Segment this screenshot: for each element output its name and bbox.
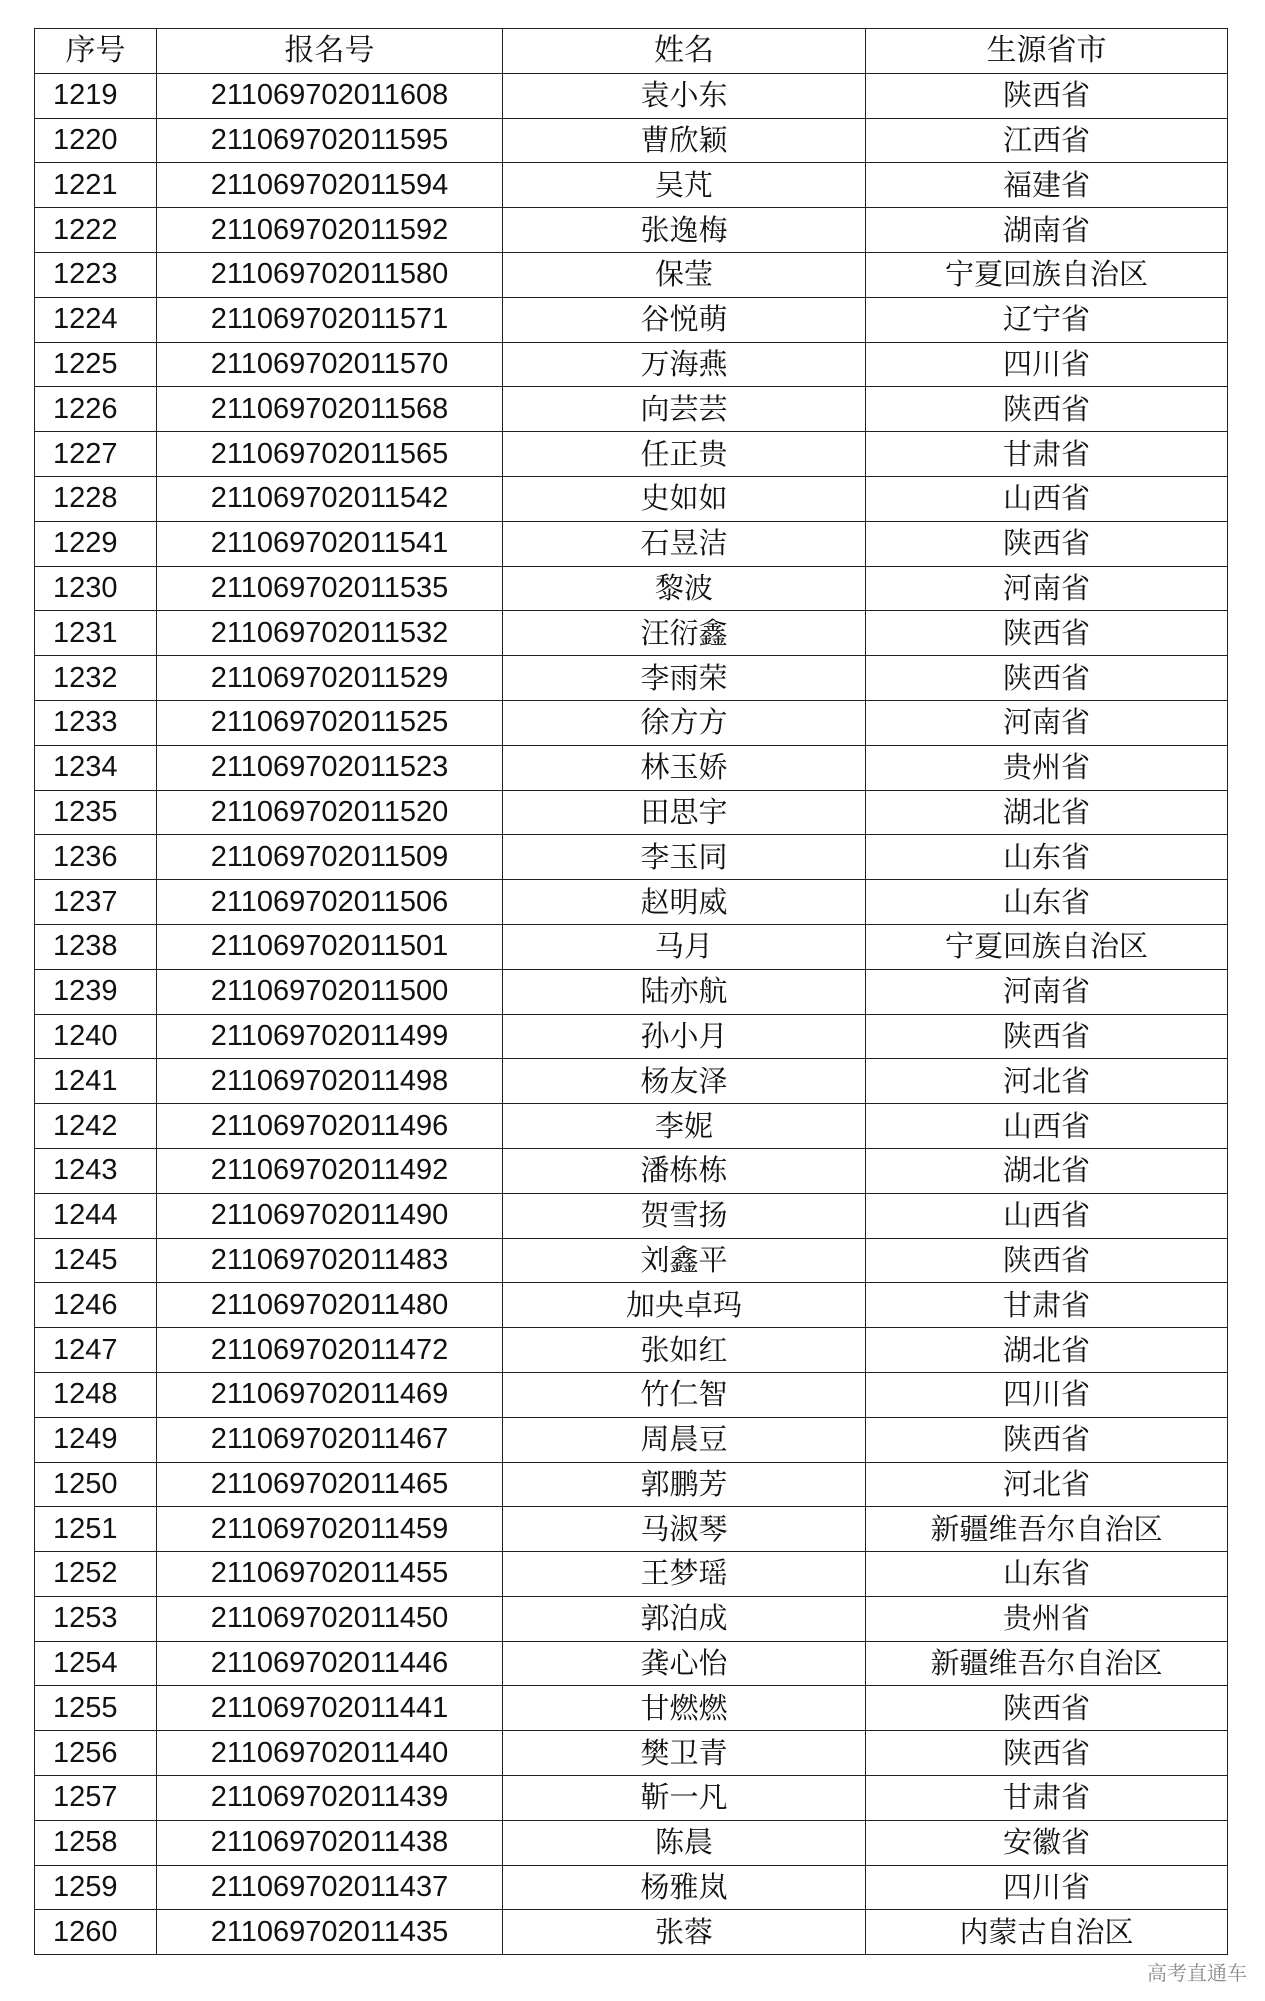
name-cell: 田思宇 <box>503 790 866 835</box>
reg-no-cell: 211069702011568 <box>157 387 503 432</box>
name-cell: 谷悦萌 <box>503 297 866 342</box>
origin-cell: 陕西省 <box>866 1014 1228 1059</box>
header-name: 姓名 <box>503 29 866 74</box>
seq-cell: 1258 <box>35 1820 157 1865</box>
table-row <box>35 1328 1228 1373</box>
reg-no-cell: 211069702011459 <box>157 1507 503 1552</box>
table-row <box>35 1462 1228 1507</box>
origin-cell: 陕西省 <box>866 1686 1228 1731</box>
reg-no-cell: 211069702011570 <box>157 342 503 387</box>
reg-no-cell: 211069702011500 <box>157 969 503 1014</box>
table-row <box>35 297 1228 342</box>
name-cell: 加央卓玛 <box>503 1283 866 1328</box>
reg-no-cell: 211069702011472 <box>157 1328 503 1373</box>
reg-no-cell: 211069702011446 <box>157 1641 503 1686</box>
seq-cell: 1255 <box>35 1686 157 1731</box>
reg-no-cell: 211069702011525 <box>157 700 503 745</box>
admission-list-table <box>34 28 1228 1955</box>
table-row <box>35 656 1228 701</box>
name-cell: 曹欣颖 <box>503 118 866 163</box>
name-cell: 吴芃 <box>503 163 866 208</box>
name-cell: 龚心怡 <box>503 1641 866 1686</box>
table-row <box>35 432 1228 477</box>
seq-cell: 1236 <box>35 835 157 880</box>
name-cell: 靳一凡 <box>503 1776 866 1821</box>
table-row <box>35 1910 1228 1955</box>
table-row <box>35 1641 1228 1686</box>
reg-no-cell: 211069702011498 <box>157 1059 503 1104</box>
origin-cell: 山东省 <box>866 880 1228 925</box>
origin-cell: 甘肃省 <box>866 432 1228 477</box>
name-cell: 李妮 <box>503 1104 866 1149</box>
reg-no-cell: 211069702011535 <box>157 566 503 611</box>
table-row <box>35 521 1228 566</box>
name-cell: 贺雪扬 <box>503 1193 866 1238</box>
reg-no-cell: 211069702011467 <box>157 1417 503 1462</box>
reg-no-cell: 211069702011506 <box>157 880 503 925</box>
origin-cell: 新疆维吾尔自治区 <box>866 1507 1228 1552</box>
seq-cell: 1225 <box>35 342 157 387</box>
seq-cell: 1259 <box>35 1865 157 1910</box>
reg-no-cell: 211069702011595 <box>157 118 503 163</box>
name-cell: 陈晨 <box>503 1820 866 1865</box>
origin-cell: 湖南省 <box>866 208 1228 253</box>
table-row <box>35 1417 1228 1462</box>
origin-cell: 陕西省 <box>866 1238 1228 1283</box>
origin-cell: 四川省 <box>866 1372 1228 1417</box>
name-cell: 杨雅岚 <box>503 1865 866 1910</box>
header-seq: 序号 <box>35 29 157 74</box>
origin-cell: 河南省 <box>866 566 1228 611</box>
origin-cell: 贵州省 <box>866 1596 1228 1641</box>
name-cell: 徐方方 <box>503 700 866 745</box>
origin-cell: 湖北省 <box>866 790 1228 835</box>
reg-no-cell: 211069702011541 <box>157 521 503 566</box>
seq-cell: 1242 <box>35 1104 157 1149</box>
table-row <box>35 208 1228 253</box>
seq-cell: 1239 <box>35 969 157 1014</box>
name-cell: 孙小月 <box>503 1014 866 1059</box>
seq-cell: 1220 <box>35 118 157 163</box>
table-body <box>35 73 1228 1954</box>
table-row <box>35 1776 1228 1821</box>
name-cell: 袁小东 <box>503 73 866 118</box>
reg-no-cell: 211069702011523 <box>157 745 503 790</box>
table-row <box>35 1104 1228 1149</box>
name-cell: 黎波 <box>503 566 866 611</box>
reg-no-cell: 211069702011492 <box>157 1148 503 1193</box>
origin-cell: 宁夏回族自治区 <box>866 252 1228 297</box>
table-row <box>35 118 1228 163</box>
reg-no-cell: 211069702011435 <box>157 1910 503 1955</box>
reg-no-cell: 211069702011529 <box>157 656 503 701</box>
seq-cell: 1223 <box>35 252 157 297</box>
seq-cell: 1251 <box>35 1507 157 1552</box>
seq-cell: 1233 <box>35 700 157 745</box>
seq-cell: 1256 <box>35 1731 157 1776</box>
seq-cell: 1222 <box>35 208 157 253</box>
origin-cell: 山东省 <box>866 1552 1228 1597</box>
table-row <box>35 790 1228 835</box>
reg-no-cell: 211069702011542 <box>157 476 503 521</box>
seq-cell: 1230 <box>35 566 157 611</box>
origin-cell: 陕西省 <box>866 73 1228 118</box>
name-cell: 周晨豆 <box>503 1417 866 1462</box>
seq-cell: 1221 <box>35 163 157 208</box>
table-row <box>35 1238 1228 1283</box>
seq-cell: 1246 <box>35 1283 157 1328</box>
origin-cell: 四川省 <box>866 342 1228 387</box>
name-cell: 郭鹏芳 <box>503 1462 866 1507</box>
name-cell: 任正贵 <box>503 432 866 477</box>
seq-cell: 1234 <box>35 745 157 790</box>
reg-no-cell: 211069702011469 <box>157 1372 503 1417</box>
name-cell: 向芸芸 <box>503 387 866 432</box>
name-cell: 杨友泽 <box>503 1059 866 1104</box>
origin-cell: 四川省 <box>866 1865 1228 1910</box>
table-row <box>35 1865 1228 1910</box>
seq-cell: 1237 <box>35 880 157 925</box>
table-row <box>35 1686 1228 1731</box>
table-row <box>35 745 1228 790</box>
table-row <box>35 835 1228 880</box>
reg-no-cell: 211069702011501 <box>157 924 503 969</box>
table-row <box>35 163 1228 208</box>
table-row <box>35 700 1228 745</box>
name-cell: 潘栋栋 <box>503 1148 866 1193</box>
reg-no-cell: 211069702011465 <box>157 1462 503 1507</box>
header-origin: 生源省市 <box>866 29 1228 74</box>
name-cell: 郭泊成 <box>503 1596 866 1641</box>
reg-no-cell: 211069702011592 <box>157 208 503 253</box>
seq-cell: 1232 <box>35 656 157 701</box>
reg-no-cell: 211069702011571 <box>157 297 503 342</box>
table-row <box>35 1507 1228 1552</box>
table-row <box>35 611 1228 656</box>
reg-no-cell: 211069702011441 <box>157 1686 503 1731</box>
seq-cell: 1226 <box>35 387 157 432</box>
reg-no-cell: 211069702011439 <box>157 1776 503 1821</box>
name-cell: 赵明威 <box>503 880 866 925</box>
seq-cell: 1257 <box>35 1776 157 1821</box>
origin-cell: 河北省 <box>866 1462 1228 1507</box>
origin-cell: 河北省 <box>866 1059 1228 1104</box>
origin-cell: 山西省 <box>866 1104 1228 1149</box>
seq-cell: 1219 <box>35 73 157 118</box>
origin-cell: 安徽省 <box>866 1820 1228 1865</box>
name-cell: 陆亦航 <box>503 969 866 1014</box>
reg-no-cell: 211069702011450 <box>157 1596 503 1641</box>
name-cell: 王梦瑶 <box>503 1552 866 1597</box>
reg-no-cell: 211069702011483 <box>157 1238 503 1283</box>
name-cell: 万海燕 <box>503 342 866 387</box>
name-cell: 樊卫青 <box>503 1731 866 1776</box>
name-cell: 李雨荣 <box>503 656 866 701</box>
table-row <box>35 1059 1228 1104</box>
name-cell: 史如如 <box>503 476 866 521</box>
seq-cell: 1229 <box>35 521 157 566</box>
seq-cell: 1248 <box>35 1372 157 1417</box>
name-cell: 竹仁智 <box>503 1372 866 1417</box>
origin-cell: 陕西省 <box>866 611 1228 656</box>
table-row <box>35 1731 1228 1776</box>
name-cell: 汪衍鑫 <box>503 611 866 656</box>
table-row <box>35 566 1228 611</box>
origin-cell: 陕西省 <box>866 387 1228 432</box>
reg-no-cell: 211069702011438 <box>157 1820 503 1865</box>
reg-no-cell: 211069702011580 <box>157 252 503 297</box>
origin-cell: 新疆维吾尔自治区 <box>866 1641 1228 1686</box>
table-row <box>35 1820 1228 1865</box>
name-cell: 保莹 <box>503 252 866 297</box>
reg-no-cell: 211069702011490 <box>157 1193 503 1238</box>
seq-cell: 1252 <box>35 1552 157 1597</box>
reg-no-cell: 211069702011440 <box>157 1731 503 1776</box>
reg-no-cell: 211069702011437 <box>157 1865 503 1910</box>
table-row <box>35 73 1228 118</box>
seq-cell: 1228 <box>35 476 157 521</box>
origin-cell: 甘肃省 <box>866 1283 1228 1328</box>
reg-no-cell: 211069702011509 <box>157 835 503 880</box>
table-row <box>35 342 1228 387</box>
seq-cell: 1254 <box>35 1641 157 1686</box>
seq-cell: 1260 <box>35 1910 157 1955</box>
name-cell: 张蓉 <box>503 1910 866 1955</box>
table-row <box>35 880 1228 925</box>
table-row <box>35 969 1228 1014</box>
seq-cell: 1253 <box>35 1596 157 1641</box>
origin-cell: 福建省 <box>866 163 1228 208</box>
seq-cell: 1235 <box>35 790 157 835</box>
name-cell: 马月 <box>503 924 866 969</box>
seq-cell: 1249 <box>35 1417 157 1462</box>
seq-cell: 1250 <box>35 1462 157 1507</box>
origin-cell: 河南省 <box>866 969 1228 1014</box>
origin-cell: 陕西省 <box>866 1417 1228 1462</box>
table-row <box>35 924 1228 969</box>
reg-no-cell: 211069702011532 <box>157 611 503 656</box>
seq-cell: 1244 <box>35 1193 157 1238</box>
origin-cell: 陕西省 <box>866 1731 1228 1776</box>
name-cell: 刘鑫平 <box>503 1238 866 1283</box>
seq-cell: 1231 <box>35 611 157 656</box>
reg-no-cell: 211069702011480 <box>157 1283 503 1328</box>
seq-cell: 1224 <box>35 297 157 342</box>
watermark-text: 高考直通车 <box>1147 1961 1247 1985</box>
table-row <box>35 252 1228 297</box>
seq-cell: 1238 <box>35 924 157 969</box>
header-row <box>35 29 1228 74</box>
seq-cell: 1243 <box>35 1148 157 1193</box>
name-cell: 林玉娇 <box>503 745 866 790</box>
table-row <box>35 476 1228 521</box>
origin-cell: 湖北省 <box>866 1148 1228 1193</box>
table-row <box>35 1148 1228 1193</box>
seq-cell: 1247 <box>35 1328 157 1373</box>
table-row <box>35 1283 1228 1328</box>
origin-cell: 陕西省 <box>866 521 1228 566</box>
origin-cell: 贵州省 <box>866 745 1228 790</box>
reg-no-cell: 211069702011455 <box>157 1552 503 1597</box>
header-reg-no: 报名号 <box>157 29 503 74</box>
table-row <box>35 1193 1228 1238</box>
name-cell: 张逸梅 <box>503 208 866 253</box>
origin-cell: 湖北省 <box>866 1328 1228 1373</box>
name-cell: 张如红 <box>503 1328 866 1373</box>
seq-cell: 1241 <box>35 1059 157 1104</box>
origin-cell: 山东省 <box>866 835 1228 880</box>
name-cell: 李玉同 <box>503 835 866 880</box>
name-cell: 甘燃燃 <box>503 1686 866 1731</box>
reg-no-cell: 211069702011499 <box>157 1014 503 1059</box>
origin-cell: 河南省 <box>866 700 1228 745</box>
reg-no-cell: 211069702011496 <box>157 1104 503 1149</box>
origin-cell: 宁夏回族自治区 <box>866 924 1228 969</box>
origin-cell: 山西省 <box>866 476 1228 521</box>
reg-no-cell: 211069702011594 <box>157 163 503 208</box>
table-row <box>35 1014 1228 1059</box>
name-cell: 石昱洁 <box>503 521 866 566</box>
origin-cell: 辽宁省 <box>866 297 1228 342</box>
seq-cell: 1240 <box>35 1014 157 1059</box>
name-cell: 马淑琴 <box>503 1507 866 1552</box>
table-row <box>35 1552 1228 1597</box>
origin-cell: 江西省 <box>866 118 1228 163</box>
origin-cell: 山西省 <box>866 1193 1228 1238</box>
origin-cell: 内蒙古自治区 <box>866 1910 1228 1955</box>
reg-no-cell: 211069702011565 <box>157 432 503 477</box>
seq-cell: 1227 <box>35 432 157 477</box>
reg-no-cell: 211069702011520 <box>157 790 503 835</box>
reg-no-cell: 211069702011608 <box>157 73 503 118</box>
table-row <box>35 1596 1228 1641</box>
table-row <box>35 1372 1228 1417</box>
origin-cell: 陕西省 <box>866 656 1228 701</box>
origin-cell: 甘肃省 <box>866 1776 1228 1821</box>
table-row <box>35 387 1228 432</box>
seq-cell: 1245 <box>35 1238 157 1283</box>
